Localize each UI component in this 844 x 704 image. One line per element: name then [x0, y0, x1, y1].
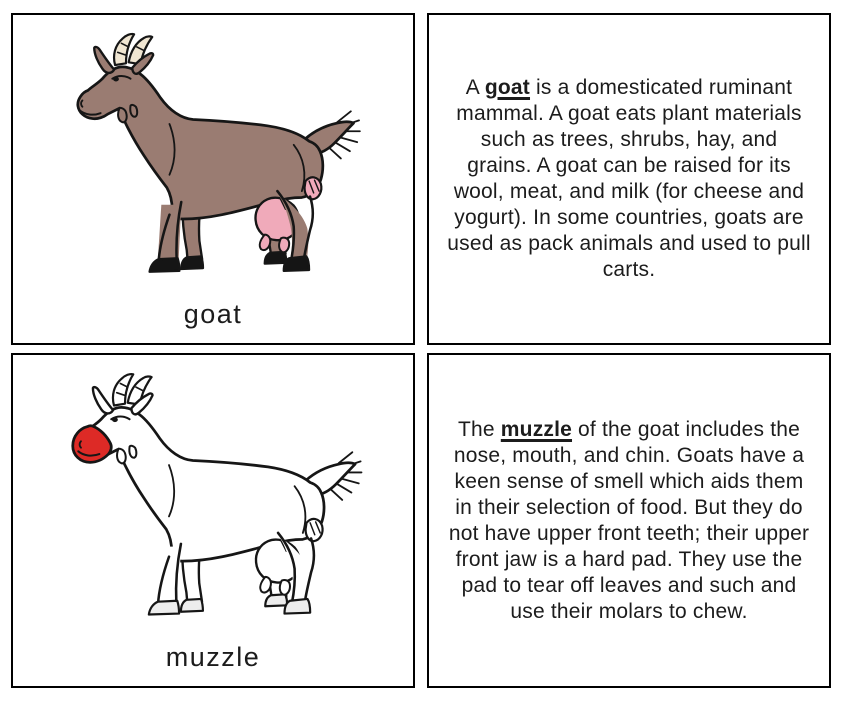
goat-card-label: goat: [183, 299, 243, 329]
muzzle-card-label: muzzle: [165, 642, 261, 672]
muzzle-illustration: [24, 367, 402, 642]
muzzle-keyword: muzzle: [500, 417, 573, 441]
card-muzzle-definition: [427, 353, 831, 688]
card-muzzle-illustration: [11, 353, 415, 688]
goat-keyword: goat: [484, 76, 531, 99]
muzzle-definition-lead: The: [457, 417, 501, 441]
muzzle-definition-body: of the goat includes the nose, mouth, and chin. Goats have a keen sense of smell which aids them in their selection of food. But they do not have upper front teeth; their upper front jaw is a hard pad. They use the pad to tear off leaves and such and use their molars to chew.: [448, 417, 810, 623]
card-goat-definition: [427, 13, 831, 345]
goat-definition-text: [446, 75, 812, 283]
goat-definition-body: is a domesticated ruminant mammal. A goat eats plant materials such as trees, shrubs, hay, and grains. A goat can be raised for its wool, meat, and milk (for cheese and yogurt). In some countries, goats are used as pack animals and used to pull carts.: [447, 76, 811, 281]
goat-illustration: [24, 27, 402, 299]
card-goat-illustration: [11, 13, 415, 345]
muzzle-definition-text: [446, 417, 812, 625]
goat-definition-lead: A: [465, 76, 485, 99]
